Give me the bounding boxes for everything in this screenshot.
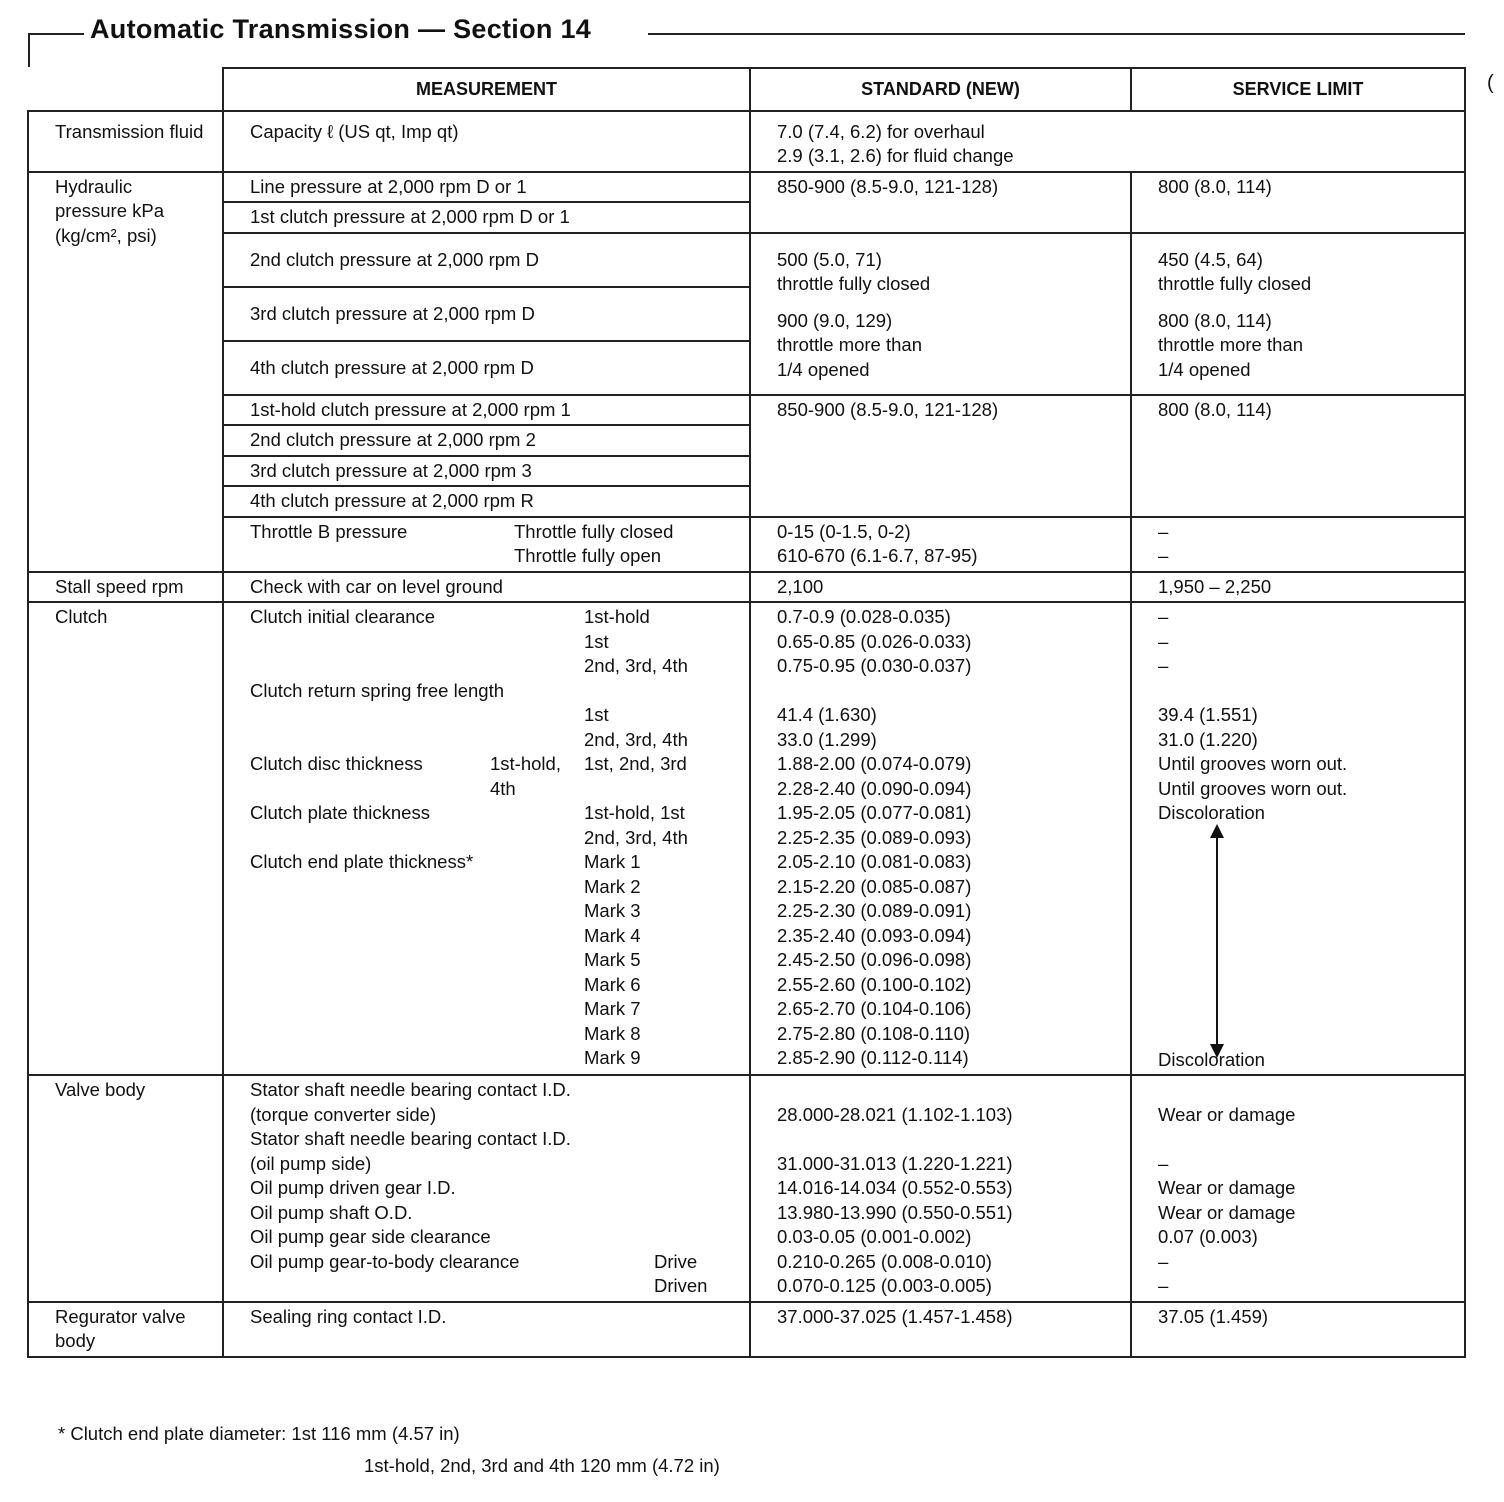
standard-cell: 2,100 [750,572,1131,603]
limit-value: Discoloration [1158,802,1265,823]
limit-value: – [1158,1250,1169,1272]
frame-left-edge [28,33,30,67]
standard-value: 2.25-2.35 (0.089-0.093) [777,826,972,848]
limit-value: Until grooves worn out. [1158,777,1348,799]
limit-cell [1131,233,1465,395]
standard-value: 31.000-31.013 (1.220-1.221) [777,1152,1013,1174]
standard-value: 2.85-2.90 (0.112-0.114) [777,1047,969,1068]
clutch-sub: 1st [584,704,609,725]
clutch-mark: Mark 7 [584,998,641,1019]
standard-value: 14.016-14.034 (0.552-0.553) [777,1177,1013,1198]
valve-sub: Drive [654,1250,698,1272]
valve-item: Oil pump gear side clearance [250,1226,491,1247]
standard-cell: 850-900 (8.5-9.0, 121-128) [750,395,1131,517]
standard-value: 2.05-2.10 (0.081-0.083) [777,851,972,872]
measurement-cell: Sealing ring contact I.D. [223,1302,750,1357]
throttle-label: Throttle B pressure [250,520,408,542]
clutch-sub: 2nd, 3rd, 4th [584,655,688,676]
clutch-sub: 2nd, 3rd, 4th [584,728,688,750]
measurement-cell: 4th clutch pressure at 2,000 rpm D [223,341,750,395]
clutch-mark: Mark 9 [584,1047,641,1068]
limit-value: – [1158,606,1169,627]
standard-value: 2.55-2.60 (0.100-0.102) [777,973,972,995]
table-row [28,517,1465,572]
measurement-cell: 2nd clutch pressure at 2,000 rpm 2 [223,425,750,456]
clutch-item: Clutch initial clearance [250,606,436,627]
page-title: Automatic Transmission — Section 14 [84,14,597,45]
standard-value: 1/4 opened [777,358,870,380]
clutch-sub: 1st [584,630,609,652]
valve-item: (oil pump side) [250,1152,372,1174]
category-cell: Valve body [28,1075,223,1302]
header-measurement: MEASUREMENT [223,68,750,111]
title-rule-left [28,33,88,35]
clutch-sub: 1st-hold [584,606,650,627]
measurement-cell: Check with car on level ground [223,572,750,603]
category-line: pressure kPa [55,200,164,221]
footnote [58,1418,720,1482]
clutch-mark: Mark 4 [584,924,641,946]
standard-value: 500 (5.0, 71) [777,248,882,270]
limit-value: 0.07 (0.003) [1158,1226,1258,1247]
table-row [28,233,1465,287]
clutch-sub: 1st-hold, [490,753,561,774]
valve-item: Oil pump driven gear I.D. [250,1177,456,1198]
valve-item: Oil pump shaft O.D. [250,1201,413,1223]
measurement-cell: 3rd clutch pressure at 2,000 rpm D [223,287,750,341]
standard-value: 2.65-2.70 (0.104-0.106) [777,998,972,1019]
standard-value: 0.070-0.125 (0.003-0.005) [777,1275,992,1296]
standard-value: 0.65-0.85 (0.026-0.033) [777,630,972,652]
valve-item: (torque converter side) [250,1103,437,1125]
standard-value: 2.9 (3.1, 2.6) for fluid change [777,145,1014,166]
standard-cell [750,1075,1131,1302]
standard-value: 2.28-2.40 (0.090-0.094) [777,777,972,799]
clutch-mark: Mark 1 [584,851,641,872]
table-row [28,395,1465,426]
standard-value: 0.03-0.05 (0.001-0.002) [777,1226,972,1247]
title-rule-right [648,33,1465,35]
table-row [28,602,1465,1075]
standard-value: 2.45-2.50 (0.096-0.098) [777,949,972,970]
measurement-cell: Capacity ℓ (US qt, Imp qt) [223,111,750,172]
standard-value: 0-15 (0-1.5, 0-2) [777,520,911,542]
header-category [28,68,223,111]
measurement-cell: 1st-hold clutch pressure at 2,000 rpm 1 [223,395,750,426]
standard-value: 900 (9.0, 129) [777,309,893,331]
standard-value: 13.980-13.990 (0.550-0.551) [777,1201,1013,1223]
standard-value: 0.7-0.9 (0.028-0.035) [777,606,951,627]
category-cell: Clutch [28,602,223,1075]
standard-value: 0.210-0.265 (0.008-0.010) [777,1250,992,1272]
throttle-condition: Throttle fully open [514,545,662,566]
clutch-item: Clutch plate thickness [250,802,430,823]
limit-value: Discoloration [1158,1048,1265,1070]
standard-value: throttle fully closed [777,273,931,294]
valve-item: Stator shaft needle bearing contact I.D. [250,1128,571,1149]
limit-value: Wear or damage [1158,1103,1296,1125]
valve-item: Stator shaft needle bearing contact I.D. [250,1079,571,1100]
standard-value: 2.35-2.40 (0.093-0.094) [777,924,972,946]
limit-cell: 800 (8.0, 114) [1131,172,1465,233]
footnote-line: 1st-hold, 2nd, 3rd and 4th 120 mm (4.72 in) [364,1455,720,1476]
arrow-shaft [1216,832,1218,1046]
standard-cell: 37.000-37.025 (1.457-1.458) [750,1302,1131,1357]
table-row [28,111,1465,172]
category-cell: Transmission fluid [28,111,223,172]
spec-table [27,67,1466,1358]
limit-cell: 37.05 (1.459) [1131,1302,1465,1357]
clutch-sub: 1st-hold, 1st [584,802,685,823]
limit-value: Wear or damage [1158,1201,1296,1223]
measurement-cell [223,517,750,572]
throttle-condition: Throttle fully closed [514,520,674,542]
clutch-item: Clutch disc thickness [250,753,423,774]
category-cell [28,172,223,572]
clutch-item: Clutch return spring free length [250,679,504,701]
standard-value: 0.75-0.95 (0.030-0.037) [777,655,972,676]
table-row [28,172,1465,203]
standard-cell [750,517,1131,572]
standard-cell [750,111,1465,172]
header-limit: SERVICE LIMIT [1131,68,1465,111]
standard-value: 610-670 (6.1-6.7, 87-95) [777,545,978,566]
valve-sub: Driven [654,1275,708,1296]
footnote-line: * Clutch end plate diameter: 1st 116 mm (4.57 in) [58,1423,460,1444]
arrow-down-icon [1210,1044,1224,1058]
measurement-cell: 4th clutch pressure at 2,000 rpm R [223,486,750,517]
limit-cell [1131,602,1465,1075]
standard-value: 7.0 (7.4, 6.2) for overhaul [777,120,985,142]
clutch-mark: Mark 6 [584,973,641,995]
category-line: Hydraulic [55,175,133,197]
limit-value: 450 (4.5, 64) [1158,248,1263,270]
measurement-cell [223,1075,750,1302]
clutch-mark: Mark 5 [584,949,641,970]
valve-item: Oil pump gear-to-body clearance [250,1250,520,1272]
measurement-cell [223,602,750,1075]
standard-value: 1.95-2.05 (0.077-0.081) [777,802,972,823]
limit-value: – [1158,1152,1169,1174]
standard-value: 33.0 (1.299) [777,728,877,750]
standard-cell [750,233,1131,395]
limit-value: – [1158,520,1169,542]
table-row [28,572,1465,603]
clutch-sub: 2nd, 3rd, 4th [584,826,688,848]
category-line: (kg/cm², psi) [55,224,157,246]
limit-value: – [1158,545,1169,566]
limit-value: 800 (8.0, 114) [1158,309,1272,331]
measurement-cell: Line pressure at 2,000 rpm D or 1 [223,172,750,203]
clutch-mark: Mark 8 [584,1022,641,1044]
limit-value: Wear or damage [1158,1177,1296,1198]
table-row [28,1075,1465,1302]
limit-value: throttle fully closed [1158,273,1312,294]
limit-cell: 1,950 – 2,250 [1131,572,1465,603]
measurement-cell: 1st clutch pressure at 2,000 rpm D or 1 [223,202,750,233]
header-standard: STANDARD (NEW) [750,68,1131,111]
standard-value: 41.4 (1.630) [777,704,877,725]
standard-value: 2.25-2.30 (0.089-0.091) [777,900,972,921]
clutch-sub: 1st, 2nd, 3rd [584,753,687,774]
measurement-cell: 3rd clutch pressure at 2,000 rpm 3 [223,456,750,487]
standard-cell [750,602,1131,1075]
limit-value: throttle more than [1158,334,1303,355]
standard-value: 2.75-2.80 (0.108-0.110) [777,1022,971,1044]
limit-value: 39.4 (1.551) [1158,704,1258,725]
header-row [28,68,1465,111]
category-cell: Regurator valve body [28,1302,223,1357]
measurement-cell: 2nd clutch pressure at 2,000 rpm D [223,233,750,287]
clutch-mark: Mark 2 [584,875,641,897]
standard-value: 28.000-28.021 (1.102-1.103) [777,1103,1013,1125]
limit-value: – [1158,1275,1169,1296]
limit-value: – [1158,630,1169,652]
standard-value: 1.88-2.00 (0.074-0.079) [777,753,972,774]
clutch-item: Clutch end plate thickness* [250,851,474,872]
limit-value: Until grooves worn out. [1158,753,1348,774]
limit-value: 1/4 opened [1158,358,1251,380]
limit-cell [1131,517,1465,572]
clutch-mark: Mark 3 [584,900,641,921]
limit-cell: 800 (8.0, 114) [1131,395,1465,517]
clutch-sub: 4th [490,777,516,799]
table-row [28,1302,1465,1357]
limit-value: – [1158,655,1169,676]
limit-value: 31.0 (1.220) [1158,728,1258,750]
standard-value: 2.15-2.20 (0.085-0.087) [777,875,972,897]
range-arrow [1158,826,1454,1056]
category-cell: Stall speed rpm [28,572,223,603]
standard-value: throttle more than [777,334,922,355]
limit-cell [1131,1075,1465,1302]
standard-cell: 850-900 (8.5-9.0, 121-128) [750,172,1131,233]
margin-paren: ( [1487,72,1494,94]
